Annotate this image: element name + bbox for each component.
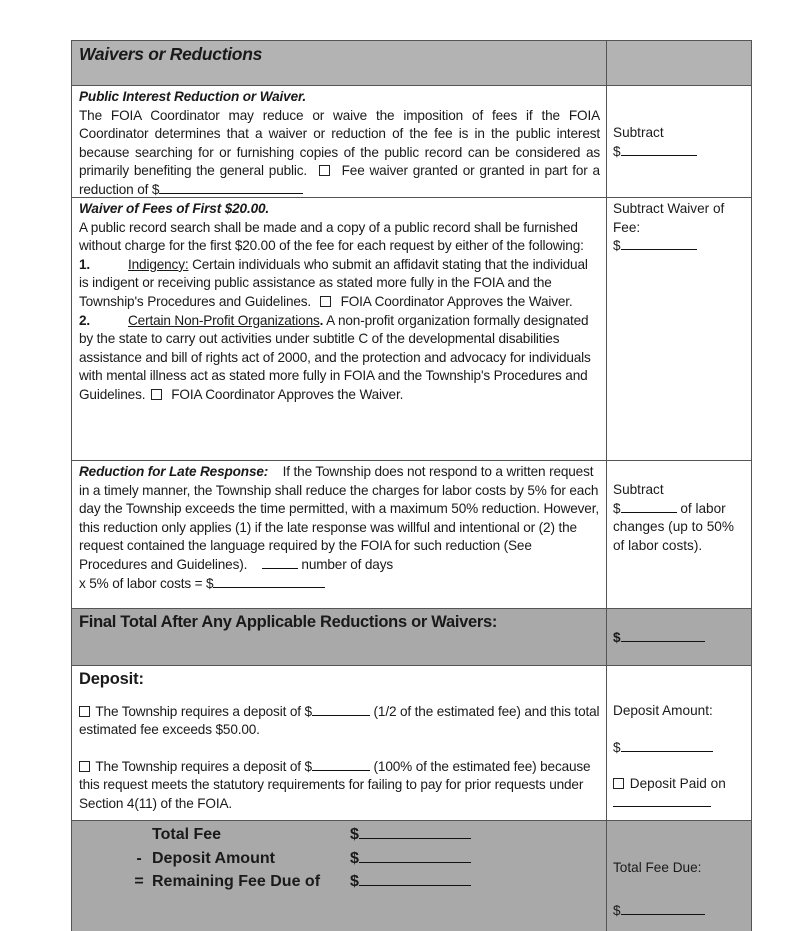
- labor-note: of labor changes (up to 50% of labor costs).: [613, 500, 734, 553]
- final-total-label: Final Total After Any Applicable Reductions or Waivers:: [79, 613, 498, 631]
- indigency-heading: Indigency:: [128, 256, 189, 272]
- days-label: number of days: [301, 556, 394, 572]
- deposit-amount-label: Deposit Amount:: [613, 703, 713, 718]
- deposit-option-suffix: (100% of the estimated fee) because this request meets the statutory requirements for failing to pay for prior requests under Section 4(11) of the FOIA.: [79, 758, 591, 811]
- fee-waiver-form: [71, 40, 752, 931]
- deposit-total-field[interactable]: [359, 848, 471, 863]
- final-total-field[interactable]: [621, 629, 705, 642]
- deposit-row: [72, 666, 751, 821]
- remaining-fee-label: Remaining Fee Due of: [152, 873, 321, 890]
- currency-symbol: $: [350, 873, 359, 890]
- deposit-option-prefix: The Township requires a deposit of $: [95, 758, 312, 774]
- deposit-paid-label: Deposit Paid on: [629, 776, 726, 792]
- public-interest-title: Public Interest Reduction or Waiver.: [79, 89, 307, 104]
- currency-symbol: $: [350, 849, 359, 867]
- late-subtract-field[interactable]: [621, 500, 677, 513]
- total-fee-due-label: Total Fee Due:: [613, 860, 702, 875]
- item-number: 2.: [79, 312, 91, 328]
- nonprofit-heading: Certain Non-Profit Organizations: [128, 312, 320, 328]
- late-reduction-amount-field[interactable]: [213, 575, 325, 588]
- subtract-label: Subtract: [613, 125, 664, 140]
- nonprofit-approve-checkbox[interactable]: [151, 389, 162, 400]
- minus-operator: -: [136, 849, 142, 867]
- subtract-waiver-label: Subtract Waiver of Fee:: [613, 201, 725, 235]
- deposit-full-amount-field[interactable]: [312, 758, 370, 771]
- header-side-cell: [606, 41, 751, 85]
- first-20-waiver-row: [72, 198, 751, 461]
- currency-symbol: $: [613, 902, 621, 918]
- equals-operator: =: [134, 873, 144, 890]
- item-number: 1.: [79, 256, 91, 272]
- public-interest-row: [72, 86, 751, 198]
- totals-row: [72, 821, 751, 931]
- formula-label: x 5% of labor costs = $: [79, 575, 214, 591]
- late-response-row: [72, 461, 751, 609]
- currency-symbol: $: [613, 143, 621, 159]
- reduction-amount-field[interactable]: [159, 181, 303, 194]
- first-20-subtract-field[interactable]: [621, 237, 697, 250]
- indigency-approve-label: FOIA Coordinator Approves the Waiver.: [340, 293, 573, 309]
- nonprofit-item: 2. Certain Non-Profit Organizations. A non-profit organization formally designated by the state to carry out activities under subtitle C of the developmental disabilities assistance and bill of rights act of 2000, and the protection and advocacy for individuals with mental illness act as stated more fully in FOIA and the Township's Procedures and Guidelines. FOIA Coordinator Approves the Waiver.: [79, 312, 591, 402]
- deposit-option-half: [79, 703, 600, 740]
- total-fee-line: [126, 823, 600, 847]
- deposit-amount-field[interactable]: [621, 739, 713, 752]
- deposit-amount-line: [126, 847, 600, 871]
- deposit-option-suffix: (1/2 of the estimated fee) and this total estimated fee exceeds $50.00.: [79, 703, 600, 738]
- late-response-title: Reduction for Late Response:: [79, 464, 269, 479]
- late-response-body: If the Township does not respond to a written request in a timely manner, the Township shall reduce the charges for labor costs by 5% for each day the Township exceeds the time permitted, with a maximum 50% reduction. However, this reduction only applies (1) if the late response was willful and intentional or (2) the request contained the language required by the FOIA for such reduction (See Procedures and Guidelines).: [79, 464, 599, 572]
- deposit-option-full: [79, 758, 600, 814]
- deposit-half-checkbox[interactable]: [79, 706, 90, 717]
- public-interest-body: The FOIA Coordinator may reduce or waive the imposition of fees if the FOIA Coordinator determines that a waiver or reduction of the fee is in the public interest because searching for or furnishing copies of the public record can be considered as primarily benefiting the general public.: [79, 107, 600, 179]
- currency-symbol: $: [613, 630, 621, 645]
- indigency-item: [79, 256, 600, 312]
- deposit-option-prefix: The Township requires a deposit of $: [95, 703, 312, 719]
- nonprofit-approve-label: FOIA Coordinator Approves the Waiver.: [171, 386, 404, 402]
- deposit-amount-total-label: Deposit Amount: [152, 849, 275, 867]
- days-late-field[interactable]: [262, 556, 298, 569]
- fee-waiver-checkbox[interactable]: [319, 165, 330, 176]
- indigency-approve-checkbox[interactable]: [320, 296, 331, 307]
- currency-symbol: $: [613, 500, 621, 516]
- total-fee-field[interactable]: [359, 824, 471, 839]
- total-fee-label: Total Fee: [152, 826, 222, 843]
- total-fee-due-field[interactable]: [621, 902, 705, 915]
- final-total-row: [72, 609, 751, 666]
- currency-symbol: $: [350, 826, 359, 843]
- deposit-full-checkbox[interactable]: [79, 761, 90, 772]
- deposit-title: Deposit:: [79, 670, 144, 688]
- first-20-title: Waiver of Fees of First $20.00.: [79, 201, 270, 216]
- section-title: Waivers or Reductions: [79, 44, 263, 64]
- section-header-row: [72, 41, 751, 86]
- fee-waiver-label: Fee waiver granted or granted in part for a reduction of $: [79, 163, 600, 197]
- indigency-text: Certain individuals who submit an affidavit stating that the individual is indigent or receiving public assistance as stated more fully in the FOIA and the Township's Procedures and Guidelines.: [79, 256, 588, 309]
- currency-symbol: $: [613, 739, 621, 755]
- subtract-label: Subtract: [613, 482, 664, 497]
- remaining-fee-field[interactable]: [359, 871, 471, 886]
- remaining-fee-line: [126, 870, 600, 894]
- deposit-paid-date-field[interactable]: [613, 794, 711, 807]
- deposit-half-amount-field[interactable]: [312, 703, 370, 716]
- deposit-paid-checkbox[interactable]: [613, 778, 624, 789]
- currency-symbol: $: [613, 238, 621, 254]
- nonprofit-text: A non-profit organization formally designated by the state to carry out activities under subtitle C of the developmental disabilities assistance and bill of rights act of 2000, and the protection and advocacy for individuals with mental illness act as stated more fully in FOIA and the Township's Procedures and Guidelines.: [79, 312, 591, 402]
- public-interest-subtract-field[interactable]: [621, 143, 697, 156]
- first-20-body: A public record search shall be made and a copy of a public record shall be furnished without charge for the first $20.00 of the fee for each request by either of the following:: [79, 219, 584, 254]
